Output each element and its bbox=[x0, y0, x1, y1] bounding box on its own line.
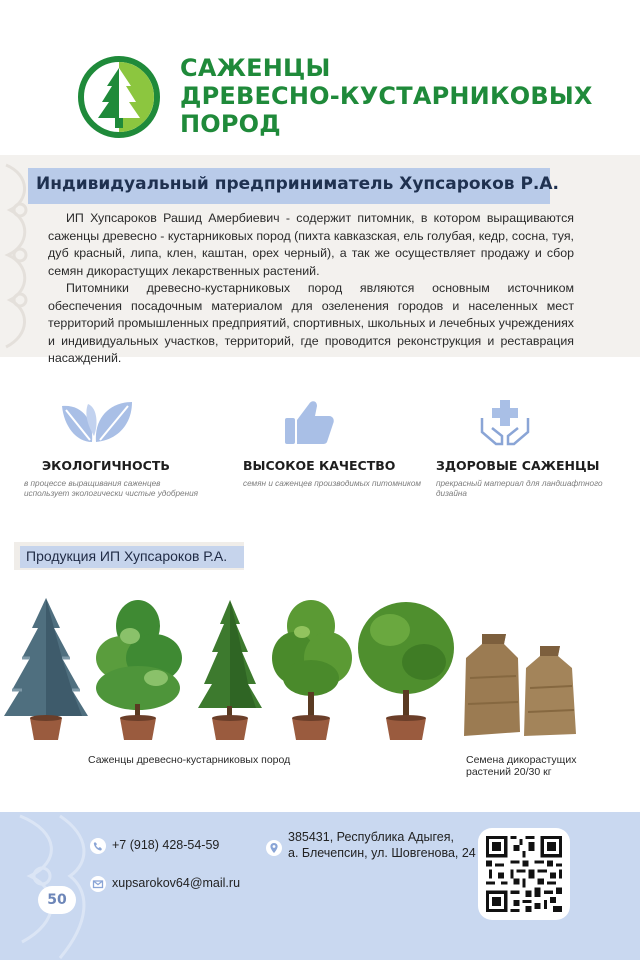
feature-quality bbox=[243, 396, 423, 489]
feature-title: ВЫСОКОЕ КАЧЕСТВО bbox=[243, 458, 396, 473]
location-pin-icon bbox=[266, 840, 282, 856]
feature-subtitle: прекрасный материал для ландшафтного дизайна bbox=[436, 479, 603, 498]
seedlings-caption: Саженцы древесно-кустарниковых пород bbox=[88, 754, 291, 766]
feature-healthy bbox=[436, 396, 616, 499]
round-tree-image bbox=[354, 596, 458, 742]
page-number: 50 bbox=[38, 886, 76, 914]
leaves-icon bbox=[58, 396, 134, 448]
hands-cross-icon bbox=[468, 396, 544, 448]
address-line-1: 385431, Республика Адыгея, bbox=[288, 830, 454, 844]
tree-logo-icon bbox=[78, 56, 160, 138]
fir-tree-image bbox=[192, 596, 268, 742]
phone-text[interactable]: +7 (918) 428-54-59 bbox=[112, 838, 220, 852]
brand-line-2: ДРЕВЕСНО-КУСТАРНИКОВЫХ bbox=[180, 82, 593, 110]
products-title: Продукция ИП Хупсароков Р.А. bbox=[26, 548, 228, 564]
intro-paragraph-1: ИП Хупсароков Рашид Амербиевич - содержит питомник, в котором выращиваются саженцы древесно - кустарниковых пород (пихта кавказская, ель голубая, кедр, сосна, туя, дуб красный, липа, клен, каштан, орех черный), а так же осуществляет продажу и сбор семян дикорастущих лекарственных растений. bbox=[48, 211, 574, 278]
intro-title: Индивидуальный предприниматель Хупсароков Р.А. bbox=[36, 174, 559, 194]
thumbs-up-icon bbox=[269, 396, 345, 448]
brand-title bbox=[180, 54, 593, 138]
feature-title: ЗДОРОВЫЕ САЖЕНЦЫ bbox=[436, 458, 600, 473]
blue-spruce-image bbox=[2, 596, 90, 742]
seeds-caption: Семена дикорастущих растений 20/30 кг bbox=[466, 754, 577, 778]
address-line-2: а. Блечепсин, ул. Шовгенова, 24 bbox=[288, 846, 476, 860]
feature-subtitle: в процессе выращивания саженцев использует экологически чистые удобрения bbox=[24, 479, 199, 498]
pine-tree-image bbox=[90, 596, 186, 742]
brand-line-1: САЖЕНЦЫ bbox=[180, 54, 331, 82]
intro-text bbox=[48, 210, 574, 368]
feature-subtitle: семян и саженцев производимых питомником bbox=[243, 479, 422, 488]
feature-title: ЭКОЛОГИЧНОСТЬ bbox=[42, 458, 170, 473]
email-link[interactable]: xupsarokov64@mail.ru bbox=[112, 876, 241, 890]
feature-eco bbox=[24, 396, 204, 499]
deciduous-tree-image bbox=[268, 596, 354, 742]
intro-paragraph-2: Питомники древесно-кустарниковых пород являются основным источником обеспечения посадочным материалом для озеленения городов и населенных мест территорий промышленных предприятий, спортивных, школьных и лечебных учреждениях и индивидуальных участков, территорий, где проводится реконструкция и реставрация насаждений. bbox=[48, 281, 574, 365]
mail-icon bbox=[90, 876, 106, 892]
brand-line-3: ПОРОД bbox=[180, 110, 281, 138]
phone-icon bbox=[90, 838, 106, 854]
qr-code-icon[interactable] bbox=[486, 836, 562, 912]
seed-sacks-image bbox=[460, 628, 586, 740]
